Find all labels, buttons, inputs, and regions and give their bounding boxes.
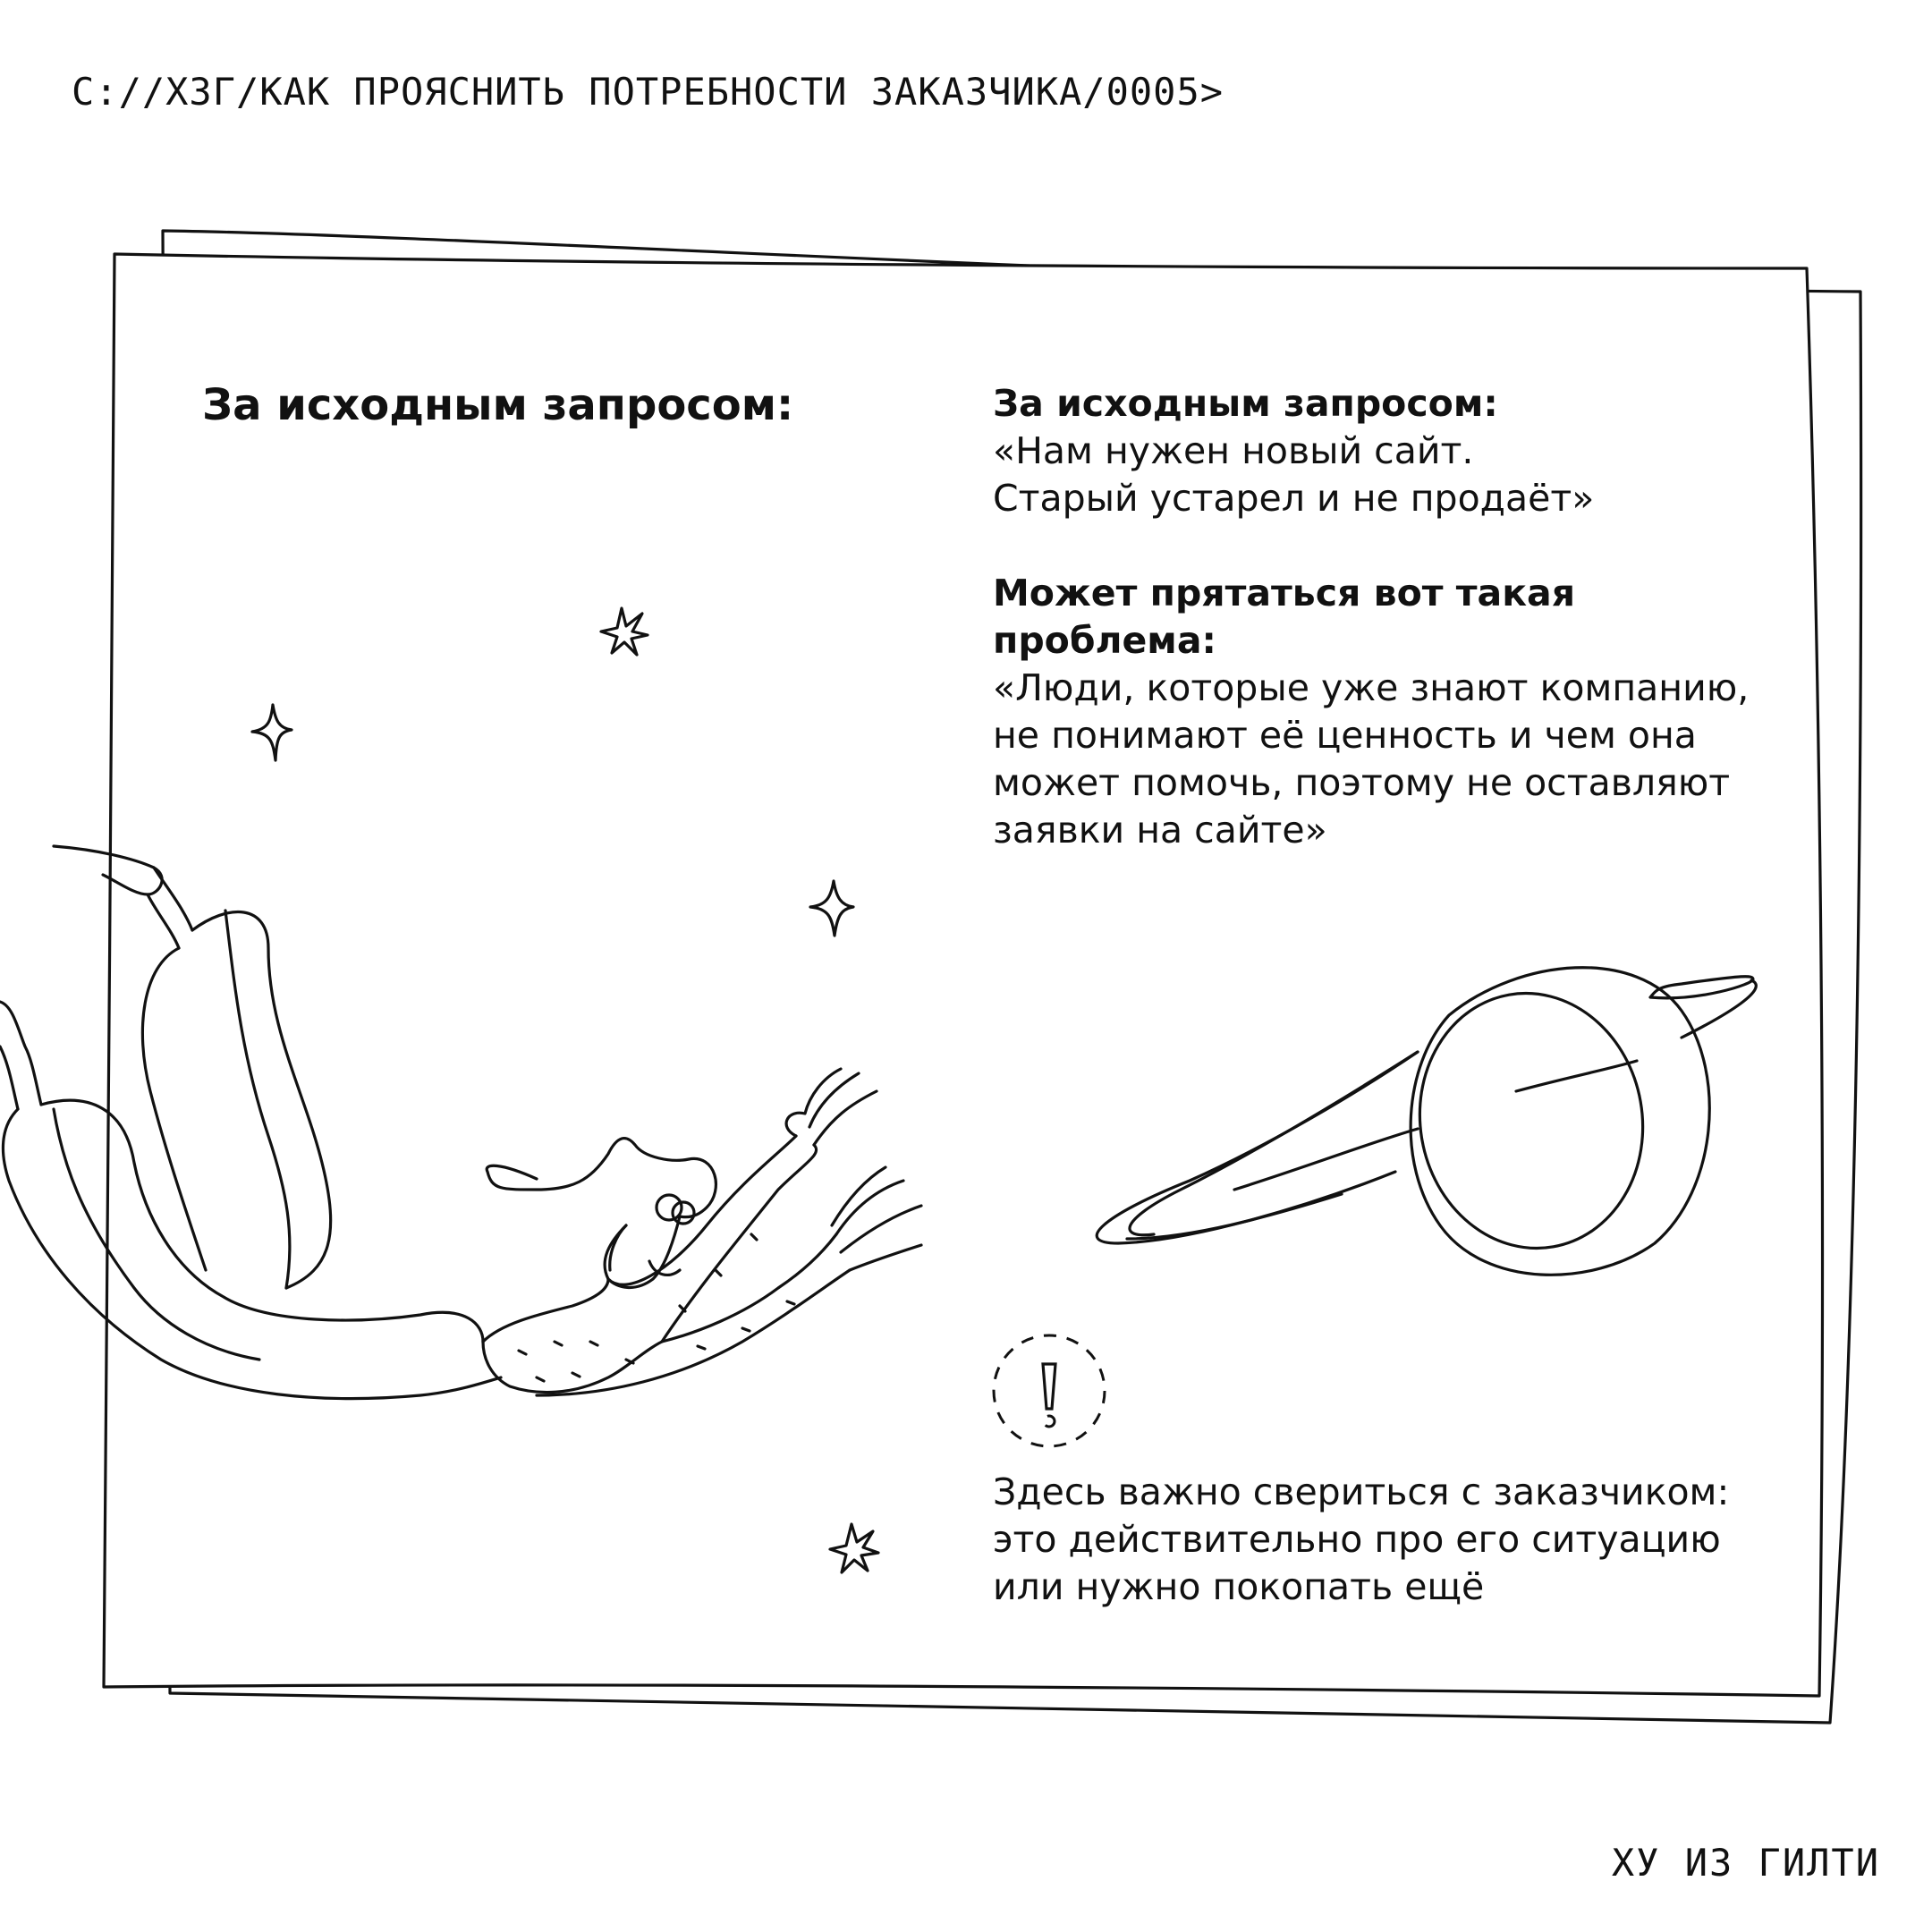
problem-heading-line: Может прятаться вот такая <box>993 572 1576 614</box>
request-line: Старый устарел и не продаёт» <box>993 477 1595 520</box>
exclamation-icon <box>991 1333 1107 1449</box>
problem-line: «Люди, которые уже знают компанию, <box>993 666 1750 709</box>
problem-line: не понимают её ценность и чем она <box>993 714 1697 757</box>
breadcrumb-path: C://ХЗГ/КАК ПРОЯСНИТЬ ПОТРЕБНОСТИ ЗАКАЗЧИКА/0005> <box>72 70 1224 114</box>
left-heading: За исходным запросом: <box>202 380 794 430</box>
request-heading: За исходным запросом: <box>993 382 1498 425</box>
problem-line: может помочь, поэтому не оставляют <box>993 761 1731 804</box>
problem-line: заявки на сайте» <box>993 809 1327 852</box>
note-block <box>993 1469 1753 1611</box>
request-line: «Нам нужен новый сайт. <box>993 429 1474 472</box>
note-line: это действительно про его ситуацию <box>993 1518 1721 1561</box>
request-block <box>993 380 1753 854</box>
note-line: или нужно покопать ещё <box>993 1565 1485 1608</box>
footer-brand: ХУ ИЗ ГИЛТИ <box>1611 1841 1880 1885</box>
note-line: Здесь важно свериться с заказчиком: <box>993 1470 1730 1513</box>
problem-heading-line: проблема: <box>993 619 1216 662</box>
